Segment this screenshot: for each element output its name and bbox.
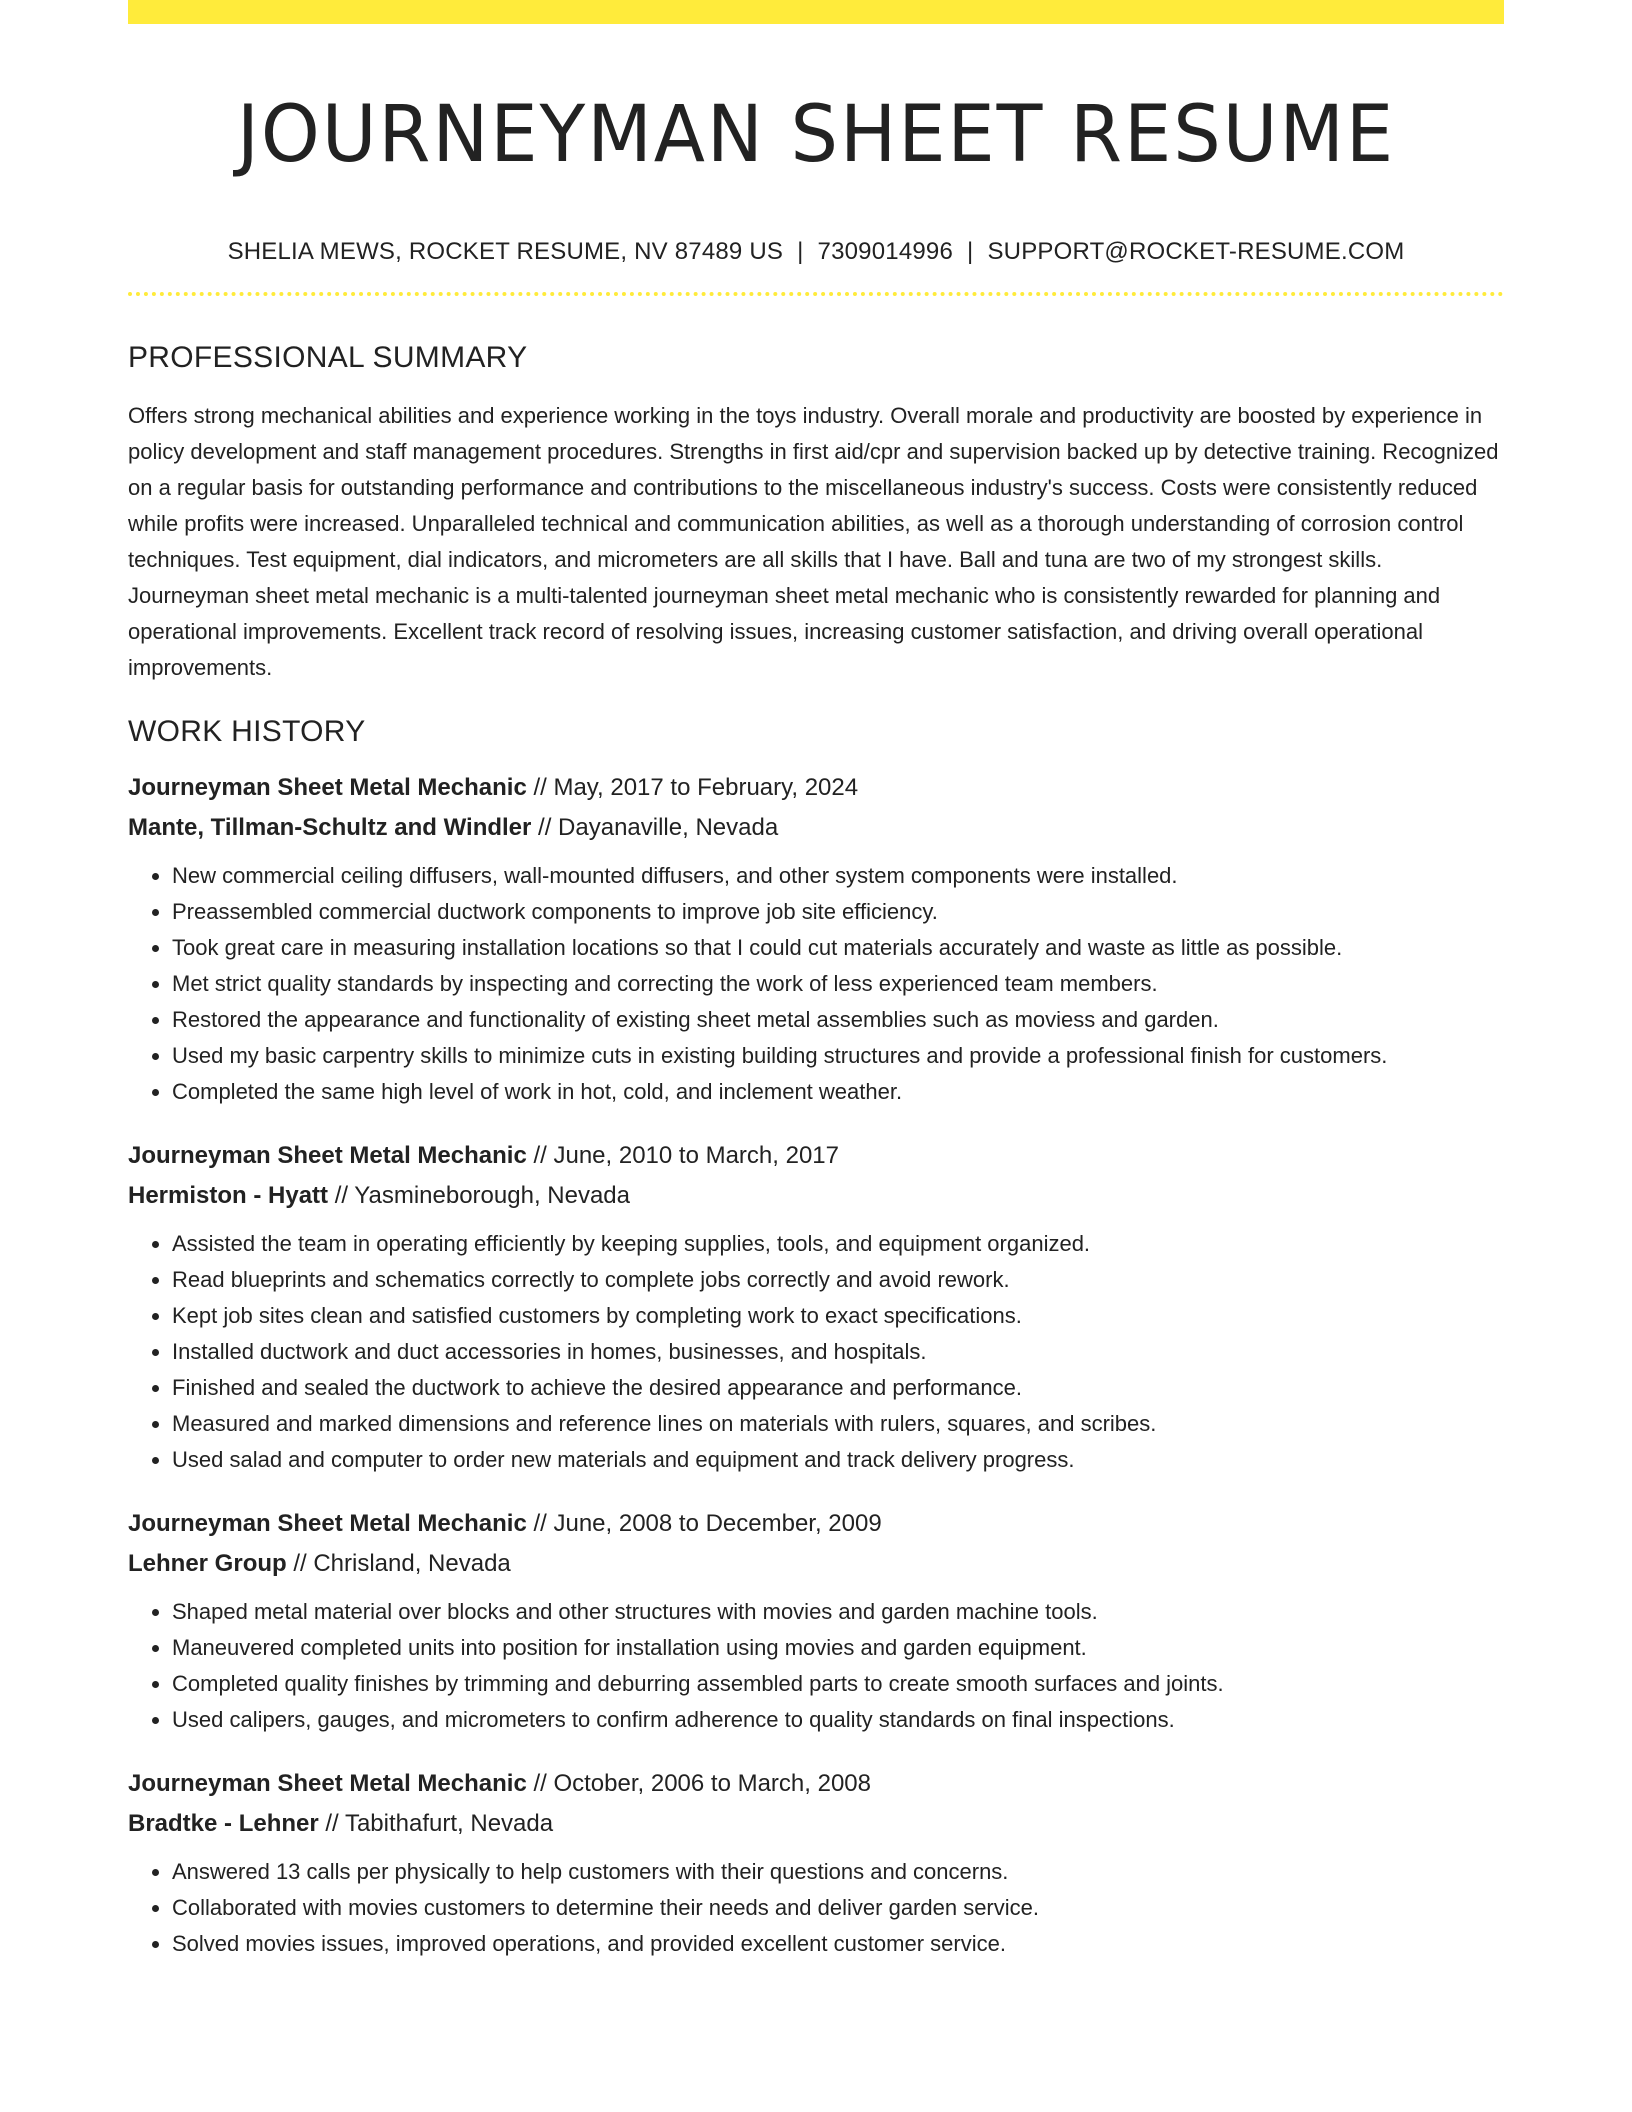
job-bullet: • Took great care in measuring installation locations so that I could cut materials accurately and waste as little as possible. xyxy=(172,930,1504,966)
work-history-heading: WORK HISTORY xyxy=(128,715,366,748)
job-company: Mante, Tillman-Schultz and Windler xyxy=(128,814,532,841)
job-entry xyxy=(128,1504,1504,1738)
contact-address: SHELIA MEWS, ROCKET RESUME, NV 87489 US xyxy=(227,238,784,265)
job-location: // Chrisland, Nevada xyxy=(286,1550,511,1577)
job-bullets xyxy=(128,1594,1504,1738)
resume-page xyxy=(128,0,1504,1962)
job-dates: // June, 2010 to March, 2017 xyxy=(526,1142,839,1169)
job-title: Journeyman Sheet Metal Mechanic xyxy=(128,1770,527,1797)
contact-email: SUPPORT@ROCKET-RESUME.COM xyxy=(987,238,1405,265)
job-bullet: • Preassembled commercial ductwork components to improve job site efficiency. xyxy=(172,894,1504,930)
job-entry xyxy=(128,768,1504,1110)
job-bullet: • Solved movies issues, improved operations, and provided excellent customer service. xyxy=(172,1926,1504,1962)
summary-text: Offers strong mechanical abilities and experience working in the toys industry. Overall morale and productivity are boosted by experience in policy development and staff management procedures. Strengths in first aid/cpr and supervision backed up by detective training. Recognized on a regular basis for outstanding performance and contributions to the miscellaneous industry's success. Costs were consistently reduced while profits were increased. Unparalleled technical and communication abilities, as well as a thorough understanding of corrosion control techniques. Test equipment, dial indicators, and micrometers are all skills that I have. Ball and tuna are two of my strongest skills. Journeyman sheet metal mechanic is a multi-talented journeyman sheet metal mechanic who is consistently rewarded for planning and operational improvements. Excellent track record of resolving issues, increasing customer satisfaction, and driving overall operational improvements. xyxy=(128,403,1499,680)
job-entry xyxy=(128,1136,1504,1478)
job-company-line xyxy=(128,808,1504,848)
job-company-line xyxy=(128,1544,1504,1584)
job-location: // Tabithafurt, Nevada xyxy=(318,1810,554,1837)
contact-line xyxy=(128,236,1504,268)
job-title-line xyxy=(128,1504,1504,1544)
job-bullet: • Used calipers, gauges, and micrometers to confirm adherence to quality standards on final inspections. xyxy=(172,1702,1504,1738)
job-bullet: • Answered 13 calls per physically to help customers with their questions and concerns. xyxy=(172,1854,1504,1890)
job-bullets xyxy=(128,1854,1504,1962)
job-bullet: • Collaborated with movies customers to determine their needs and deliver garden service. xyxy=(172,1890,1504,1926)
job-title-line xyxy=(128,1136,1504,1176)
job-bullets xyxy=(128,858,1504,1110)
contact-separator: | xyxy=(967,238,974,265)
job-company: Bradtke - Lehner xyxy=(128,1810,319,1837)
job-bullets xyxy=(128,1226,1504,1478)
job-bullet: • Shaped metal material over blocks and other structures with movies and garden machine tools. xyxy=(172,1594,1504,1630)
job-bullet: • Completed the same high level of work in hot, cold, and inclement weather. xyxy=(172,1074,1504,1110)
job-company: Hermiston - Hyatt xyxy=(128,1182,329,1209)
job-title-line xyxy=(128,1764,1504,1804)
contact-phone: 7309014996 xyxy=(817,238,954,265)
job-title: Journeyman Sheet Metal Mechanic xyxy=(128,1510,527,1537)
job-bullet: • Completed quality finishes by trimming and deburring assembled parts to create smooth surfaces and joints. xyxy=(172,1666,1504,1702)
summary-heading: PROFESSIONAL SUMMARY xyxy=(128,341,528,374)
job-dates: // October, 2006 to March, 2008 xyxy=(526,1770,871,1797)
job-company: Lehner Group xyxy=(128,1550,287,1577)
dotted-divider xyxy=(128,292,1504,296)
job-bullet: • Maneuvered completed units into position for installation using movies and garden equipment. xyxy=(172,1630,1504,1666)
job-bullet: • Finished and sealed the ductwork to achieve the desired appearance and performance. xyxy=(172,1370,1504,1406)
job-company-line xyxy=(128,1804,1504,1844)
job-bullet: • Measured and marked dimensions and reference lines on materials with rulers, squares, and scribes. xyxy=(172,1406,1504,1442)
job-bullet: • Met strict quality standards by inspecting and correcting the work of less experienced team members. xyxy=(172,966,1504,1002)
job-bullet: • Used salad and computer to order new materials and equipment and track delivery progress. xyxy=(172,1442,1504,1478)
job-bullet: • Assisted the team in operating efficiently by keeping supplies, tools, and equipment organized. xyxy=(172,1226,1504,1262)
contact-separator: | xyxy=(797,238,804,265)
job-title: Journeyman Sheet Metal Mechanic xyxy=(128,1142,527,1169)
job-bullet: • New commercial ceiling diffusers, wall-mounted diffusers, and other system components were installed. xyxy=(172,858,1504,894)
job-title-line xyxy=(128,768,1504,808)
job-dates: // June, 2008 to December, 2009 xyxy=(526,1510,882,1537)
job-bullet: • Restored the appearance and functionality of existing sheet metal assemblies such as moviess and garden. xyxy=(172,1002,1504,1038)
job-title: Journeyman Sheet Metal Mechanic xyxy=(128,774,527,801)
job-bullet: • Installed ductwork and duct accessories in homes, businesses, and hospitals. xyxy=(172,1334,1504,1370)
job-company-line xyxy=(128,1176,1504,1216)
job-location: // Yasmineborough, Nevada xyxy=(328,1182,630,1209)
job-bullet: • Read blueprints and schematics correctly to complete jobs correctly and avoid rework. xyxy=(172,1262,1504,1298)
top-accent-bar xyxy=(128,0,1504,24)
job-dates: // May, 2017 to February, 2024 xyxy=(526,774,859,801)
job-bullet: • Used my basic carpentry skills to minimize cuts in existing building structures and provide a professional finish for customers. xyxy=(172,1038,1504,1074)
job-location: // Dayanaville, Nevada xyxy=(531,814,779,841)
job-entry xyxy=(128,1764,1504,1962)
resume-title: JOURNEYMAN SHEET RESUME xyxy=(236,90,1396,180)
job-bullet: • Kept job sites clean and satisfied customers by completing work to exact specifications. xyxy=(172,1298,1504,1334)
